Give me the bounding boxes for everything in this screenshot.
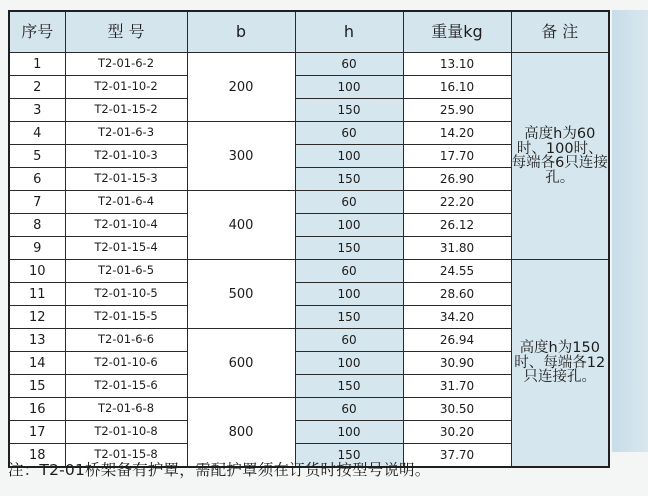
h-cell: 60	[295, 191, 403, 214]
header-h: h	[295, 11, 403, 53]
model-cell: T2-01-6-4	[65, 191, 187, 214]
h-cell: 150	[295, 237, 403, 260]
model-cell: T2-01-15-2	[65, 99, 187, 122]
h-cell: 60	[295, 53, 403, 76]
spec-table	[8, 10, 610, 468]
weight-cell: 28.60	[403, 283, 511, 306]
weight-cell: 14.20	[403, 122, 511, 145]
note-cell-1: 高度h为60时、100时、每端各6只连接孔。	[511, 53, 609, 260]
model-cell: T2-01-10-3	[65, 145, 187, 168]
h-cell: 150	[295, 306, 403, 329]
model-cell: T2-01-15-3	[65, 168, 187, 191]
weight-cell: 22.20	[403, 191, 511, 214]
model-cell: T2-01-15-6	[65, 375, 187, 398]
row-number: 16	[9, 398, 65, 421]
row-number: 15	[9, 375, 65, 398]
weight-cell: 24.55	[403, 260, 511, 283]
row-number: 3	[9, 99, 65, 122]
h-cell: 150	[295, 444, 403, 468]
weight-cell: 30.20	[403, 421, 511, 444]
row-number: 12	[9, 306, 65, 329]
h-cell: 100	[295, 352, 403, 375]
model-cell: T2-01-15-8	[65, 444, 187, 468]
weight-cell: 34.20	[403, 306, 511, 329]
table-row	[9, 53, 609, 76]
row-number: 14	[9, 352, 65, 375]
model-cell: T2-01-6-6	[65, 329, 187, 352]
h-cell: 150	[295, 375, 403, 398]
weight-cell: 13.10	[403, 53, 511, 76]
weight-cell: 26.90	[403, 168, 511, 191]
row-number: 13	[9, 329, 65, 352]
weight-cell: 16.10	[403, 76, 511, 99]
weight-cell: 25.90	[403, 99, 511, 122]
row-number: 4	[9, 122, 65, 145]
h-cell: 100	[295, 214, 403, 237]
h-cell: 60	[295, 329, 403, 352]
model-cell: T2-01-6-3	[65, 122, 187, 145]
b-group-cell: 600	[187, 329, 295, 398]
row-number: 7	[9, 191, 65, 214]
row-number: 1	[9, 53, 65, 76]
b-group-cell: 800	[187, 398, 295, 468]
weight-cell: 30.90	[403, 352, 511, 375]
row-number: 2	[9, 76, 65, 99]
model-cell: T2-01-6-2	[65, 53, 187, 76]
table-row	[9, 260, 609, 283]
weight-cell: 17.70	[403, 145, 511, 168]
b-group-cell: 300	[187, 122, 295, 191]
h-cell: 100	[295, 76, 403, 99]
weight-cell: 26.12	[403, 214, 511, 237]
weight-cell: 37.70	[403, 444, 511, 468]
weight-cell: 31.80	[403, 237, 511, 260]
header-row	[9, 11, 609, 53]
row-number: 5	[9, 145, 65, 168]
header-no: 序号	[9, 11, 65, 53]
h-cell: 100	[295, 145, 403, 168]
model-cell: T2-01-10-6	[65, 352, 187, 375]
header-note: 备 注	[511, 11, 609, 53]
b-group-cell: 500	[187, 260, 295, 329]
adjacent-page-edge	[612, 10, 648, 452]
model-cell: T2-01-10-8	[65, 421, 187, 444]
row-number: 18	[9, 444, 65, 468]
row-number: 11	[9, 283, 65, 306]
row-number: 8	[9, 214, 65, 237]
model-cell: T2-01-6-5	[65, 260, 187, 283]
h-cell: 100	[295, 421, 403, 444]
row-number: 9	[9, 237, 65, 260]
h-cell: 150	[295, 168, 403, 191]
model-cell: T2-01-10-2	[65, 76, 187, 99]
header-model: 型 号	[65, 11, 187, 53]
h-cell: 100	[295, 283, 403, 306]
h-cell: 150	[295, 99, 403, 122]
model-cell: T2-01-10-5	[65, 283, 187, 306]
h-cell: 60	[295, 398, 403, 421]
h-cell: 60	[295, 122, 403, 145]
row-number: 6	[9, 168, 65, 191]
b-group-cell: 400	[187, 191, 295, 260]
b-group-cell: 200	[187, 53, 295, 122]
header-weight: 重量kg	[403, 11, 511, 53]
note-cell-2: 高度h为150时、每端各12只连接孔。	[511, 260, 609, 468]
row-number: 10	[9, 260, 65, 283]
model-cell: T2-01-15-5	[65, 306, 187, 329]
weight-cell: 31.70	[403, 375, 511, 398]
weight-cell: 30.50	[403, 398, 511, 421]
row-number: 17	[9, 421, 65, 444]
header-b: b	[187, 11, 295, 53]
model-cell: T2-01-15-4	[65, 237, 187, 260]
model-cell: T2-01-10-4	[65, 214, 187, 237]
footnote: 注：T2-01桥架备有护罩，需配护罩须在订货时按型号说明。	[8, 461, 431, 479]
weight-cell: 26.94	[403, 329, 511, 352]
h-cell: 60	[295, 260, 403, 283]
model-cell: T2-01-6-8	[65, 398, 187, 421]
